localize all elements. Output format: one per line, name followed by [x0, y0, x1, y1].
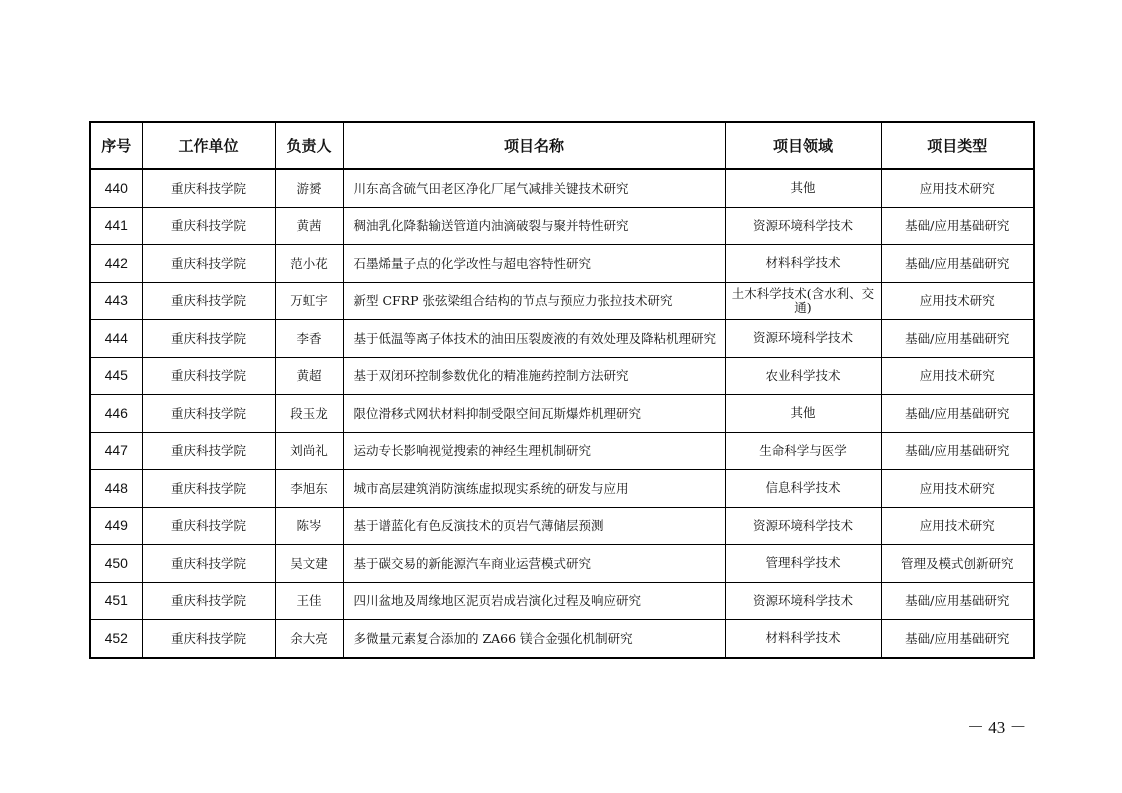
cell-seq: 443: [90, 282, 142, 320]
cell-project-field: 资源环境科学技术: [725, 207, 881, 245]
cell-project-field: 生命科学与医学: [725, 432, 881, 470]
cell-seq: 452: [90, 620, 142, 658]
cell-leader: 余大亮: [275, 620, 343, 658]
cell-unit: 重庆科技学院: [142, 545, 275, 583]
cell-project-field: 资源环境科学技术: [725, 507, 881, 545]
cell-leader: 黄超: [275, 357, 343, 395]
cell-unit: 重庆科技学院: [142, 507, 275, 545]
header-seq: 序号: [90, 122, 142, 169]
cell-seq: 450: [90, 545, 142, 583]
cell-project-field: 材料科学技术: [725, 620, 881, 658]
cell-leader: 游赟: [275, 169, 343, 207]
cell-leader: 范小花: [275, 245, 343, 283]
cell-project-field: 资源环境科学技术: [725, 320, 881, 358]
cell-project-field: 其他: [725, 169, 881, 207]
cell-unit: 重庆科技学院: [142, 245, 275, 283]
header-leader: 负责人: [275, 122, 343, 169]
cell-unit: 重庆科技学院: [142, 582, 275, 620]
cell-project-type: 应用技术研究: [881, 357, 1034, 395]
cell-leader: 王佳: [275, 582, 343, 620]
table-row: [90, 432, 1034, 470]
cell-unit: 重庆科技学院: [142, 169, 275, 207]
cell-unit: 重庆科技学院: [142, 395, 275, 433]
cell-project-name: 城市高层建筑消防演练虚拟现实系统的研发与应用: [343, 470, 725, 508]
cell-project-field: 资源环境科学技术: [725, 582, 881, 620]
header-unit: 工作单位: [142, 122, 275, 169]
cell-seq: 451: [90, 582, 142, 620]
cell-leader: 李旭东: [275, 470, 343, 508]
table-row: [90, 395, 1034, 433]
cell-unit: 重庆科技学院: [142, 432, 275, 470]
cell-project-type: 基础/应用基础研究: [881, 320, 1034, 358]
cell-project-name: 稠油乳化降黏输送管道内油滴破裂与聚并特性研究: [343, 207, 725, 245]
table-row: [90, 470, 1034, 508]
cell-unit: 重庆科技学院: [142, 357, 275, 395]
cell-seq: 441: [90, 207, 142, 245]
cell-unit: 重庆科技学院: [142, 470, 275, 508]
cell-seq: 449: [90, 507, 142, 545]
cell-project-name: 新型 CFRP 张弦梁组合结构的节点与预应力张拉技术研究: [343, 282, 725, 320]
page-number: － 43 －: [967, 718, 1027, 737]
table-row: [90, 282, 1034, 320]
cell-leader: 黄茜: [275, 207, 343, 245]
cell-unit: 重庆科技学院: [142, 620, 275, 658]
cell-project-type: 应用技术研究: [881, 282, 1034, 320]
cell-project-type: 应用技术研究: [881, 470, 1034, 508]
cell-project-type: 基础/应用基础研究: [881, 207, 1034, 245]
cell-project-field: 材料科学技术: [725, 245, 881, 283]
cell-project-field: 其他: [725, 395, 881, 433]
cell-project-name: 基于谱蓝化有色反演技术的页岩气薄储层预测: [343, 507, 725, 545]
cell-project-name: 四川盆地及周缘地区泥页岩成岩演化过程及响应研究: [343, 582, 725, 620]
table-header-row: [90, 122, 1034, 169]
cell-project-name: 运动专长影响视觉搜索的神经生理机制研究: [343, 432, 725, 470]
cell-project-type: 基础/应用基础研究: [881, 432, 1034, 470]
header-project-type: 项目类型: [881, 122, 1034, 169]
project-table: [89, 121, 1035, 659]
cell-seq: 444: [90, 320, 142, 358]
cell-unit: 重庆科技学院: [142, 282, 275, 320]
cell-project-type: 基础/应用基础研究: [881, 582, 1034, 620]
table-row: [90, 207, 1034, 245]
table-row: [90, 357, 1034, 395]
table-body: [90, 169, 1034, 658]
cell-project-field: 土木科学技术(含水利、交通): [725, 282, 881, 320]
cell-project-field: 管理科学技术: [725, 545, 881, 583]
cell-leader: 吴文建: [275, 545, 343, 583]
cell-seq: 442: [90, 245, 142, 283]
cell-seq: 448: [90, 470, 142, 508]
table-row: [90, 620, 1034, 658]
cell-seq: 446: [90, 395, 142, 433]
cell-project-name: 限位滑移式网状材料抑制受限空间瓦斯爆炸机理研究: [343, 395, 725, 433]
cell-project-field: 农业科学技术: [725, 357, 881, 395]
cell-leader: 李香: [275, 320, 343, 358]
cell-seq: 447: [90, 432, 142, 470]
table-row: [90, 320, 1034, 358]
table-row: [90, 545, 1034, 583]
cell-project-name: 基于低温等离子体技术的油田压裂废液的有效处理及降粘机理研究: [343, 320, 725, 358]
cell-project-name: 石墨烯量子点的化学改性与超电容特性研究: [343, 245, 725, 283]
cell-project-field: 信息科学技术: [725, 470, 881, 508]
cell-project-type: 基础/应用基础研究: [881, 620, 1034, 658]
table-row: [90, 169, 1034, 207]
cell-seq: 440: [90, 169, 142, 207]
table-row: [90, 507, 1034, 545]
cell-project-type: 基础/应用基础研究: [881, 395, 1034, 433]
cell-project-type: 基础/应用基础研究: [881, 245, 1034, 283]
cell-project-name: 基于碳交易的新能源汽车商业运营模式研究: [343, 545, 725, 583]
cell-project-type: 应用技术研究: [881, 507, 1034, 545]
cell-leader: 陈岑: [275, 507, 343, 545]
cell-project-type: 应用技术研究: [881, 169, 1034, 207]
cell-seq: 445: [90, 357, 142, 395]
header-project-name: 项目名称: [343, 122, 725, 169]
table-row: [90, 582, 1034, 620]
cell-leader: 万虹宇: [275, 282, 343, 320]
cell-unit: 重庆科技学院: [142, 207, 275, 245]
cell-unit: 重庆科技学院: [142, 320, 275, 358]
cell-leader: 段玉龙: [275, 395, 343, 433]
cell-project-name: 多微量元素复合添加的 ZA66 镁合金强化机制研究: [343, 620, 725, 658]
cell-leader: 刘尚礼: [275, 432, 343, 470]
cell-project-name: 川东高含硫气田老区净化厂尾气减排关键技术研究: [343, 169, 725, 207]
cell-project-name: 基于双闭环控制参数优化的精准施药控制方法研究: [343, 357, 725, 395]
header-project-field: 项目领域: [725, 122, 881, 169]
cell-project-type: 管理及模式创新研究: [881, 545, 1034, 583]
table-row: [90, 245, 1034, 283]
